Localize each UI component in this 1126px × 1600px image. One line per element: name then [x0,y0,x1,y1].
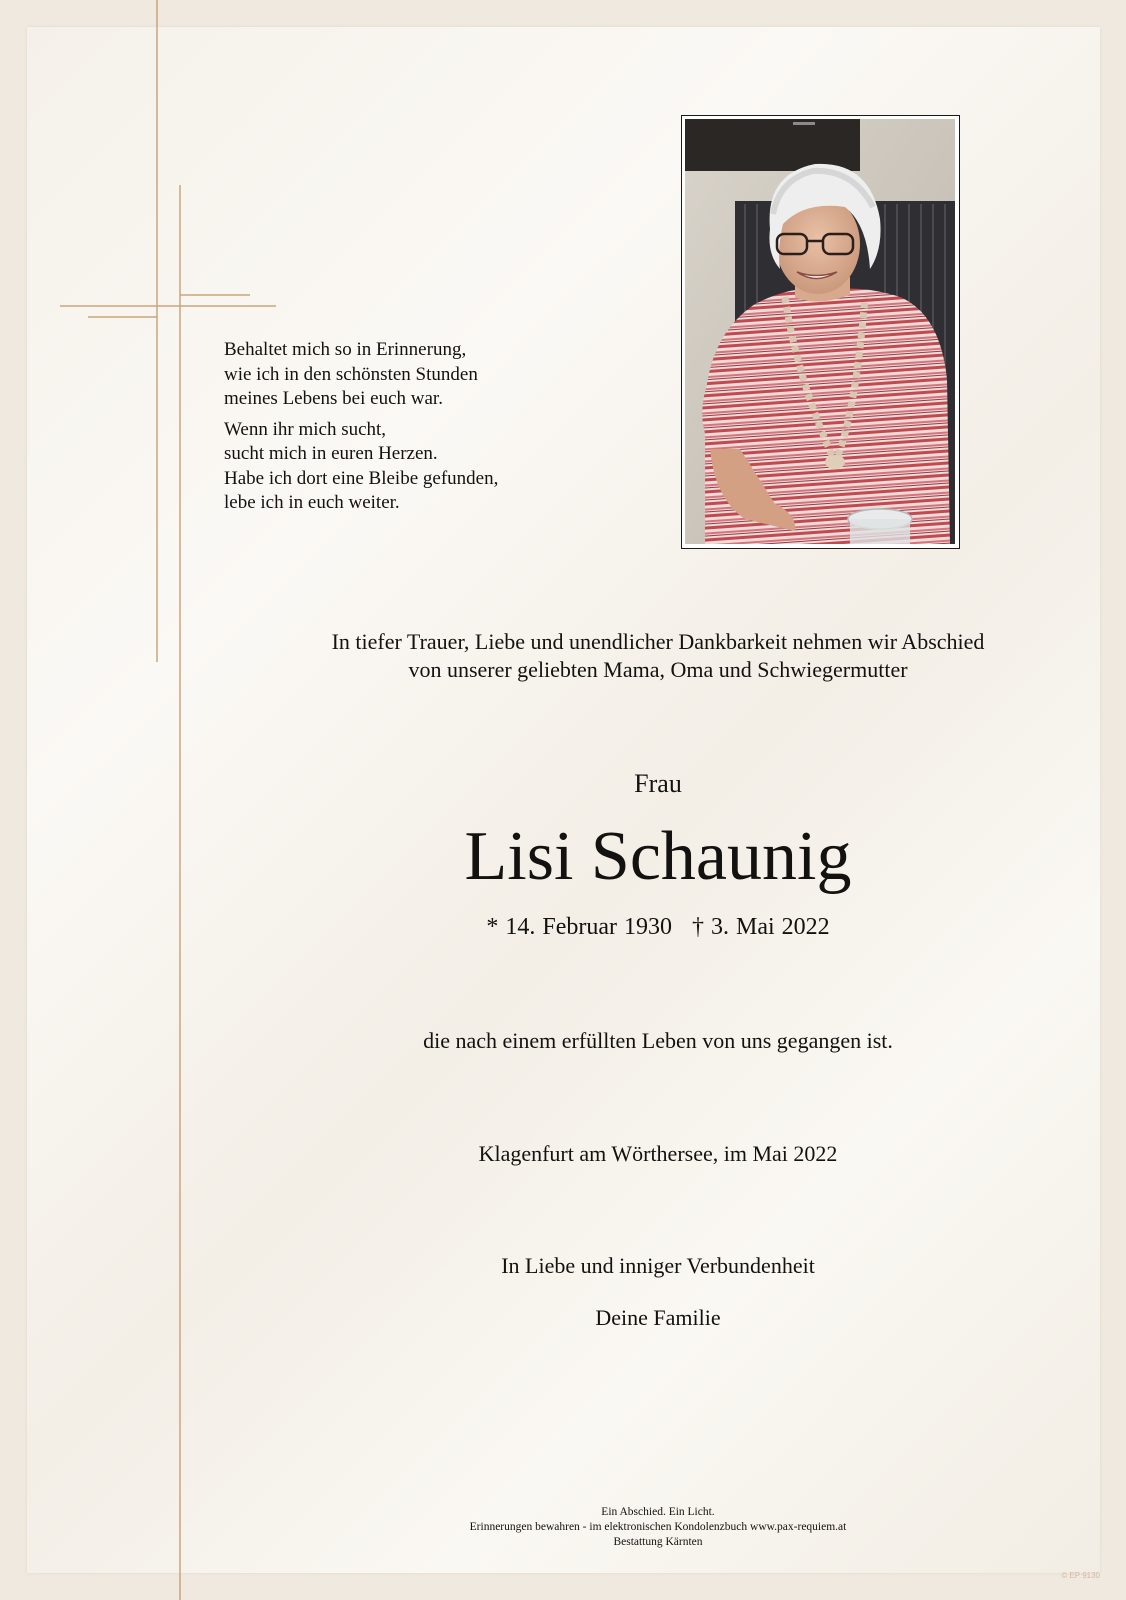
poem-line: Wenn ihr mich sucht, [224,418,387,440]
announcement-text [228,628,1088,684]
poem-stanza [224,338,604,412]
place-and-date: Klagenfurt am Wörthersee, im Mai 2022 [478,1141,838,1166]
regards-line: In Liebe und inniger Verbundenheit [501,1253,815,1278]
life-dates [228,912,1088,942]
portrait-image [685,119,955,544]
signature-line: Deine Familie [595,1305,721,1330]
poem-line: Behaltet mich so in Erinnerung, [224,339,467,360]
footer [228,1505,1088,1550]
birth-date: * 14. Februar 1930 [486,914,672,940]
footer-line: Ein Abschied. Ein Licht. [601,1506,715,1518]
deceased-name: Lisi Schaunig [464,818,852,895]
poem-stanza [224,418,604,516]
honorific-title: Frau [634,769,682,798]
poem-line: wie ich in den schönsten Stunden [224,363,478,385]
closing-line: die nach einem erfüllten Leben von uns gegangen ist. [423,1028,893,1053]
portrait-photo [681,115,960,549]
print-code: © EP 9130 [1061,1571,1100,1580]
announcement-line: In tiefer Trauer, Liebe und unendlicher Dankbarkeit nehmen wir Abschied [331,629,985,654]
memorial-poem [224,338,604,522]
death-date: † 3. Mai 2022 [691,914,830,940]
poem-line: sucht mich in euren Herzen. [224,443,438,464]
footer-line: Bestattung Kärnten [613,1536,703,1548]
poem-line: Habe ich dort eine Bleibe gefunden, [224,467,499,489]
announcement-line: von unserer geliebten Mama, Oma und Schwiegermutter [408,657,908,682]
footer-line: Erinnerungen bewahren - im elektronischen Kondolenzbuch www.pax-requiem.at [469,1521,847,1533]
poem-line: lebe ich in euch weiter. [224,492,400,513]
poem-line: meines Lebens bei euch war. [224,388,443,409]
